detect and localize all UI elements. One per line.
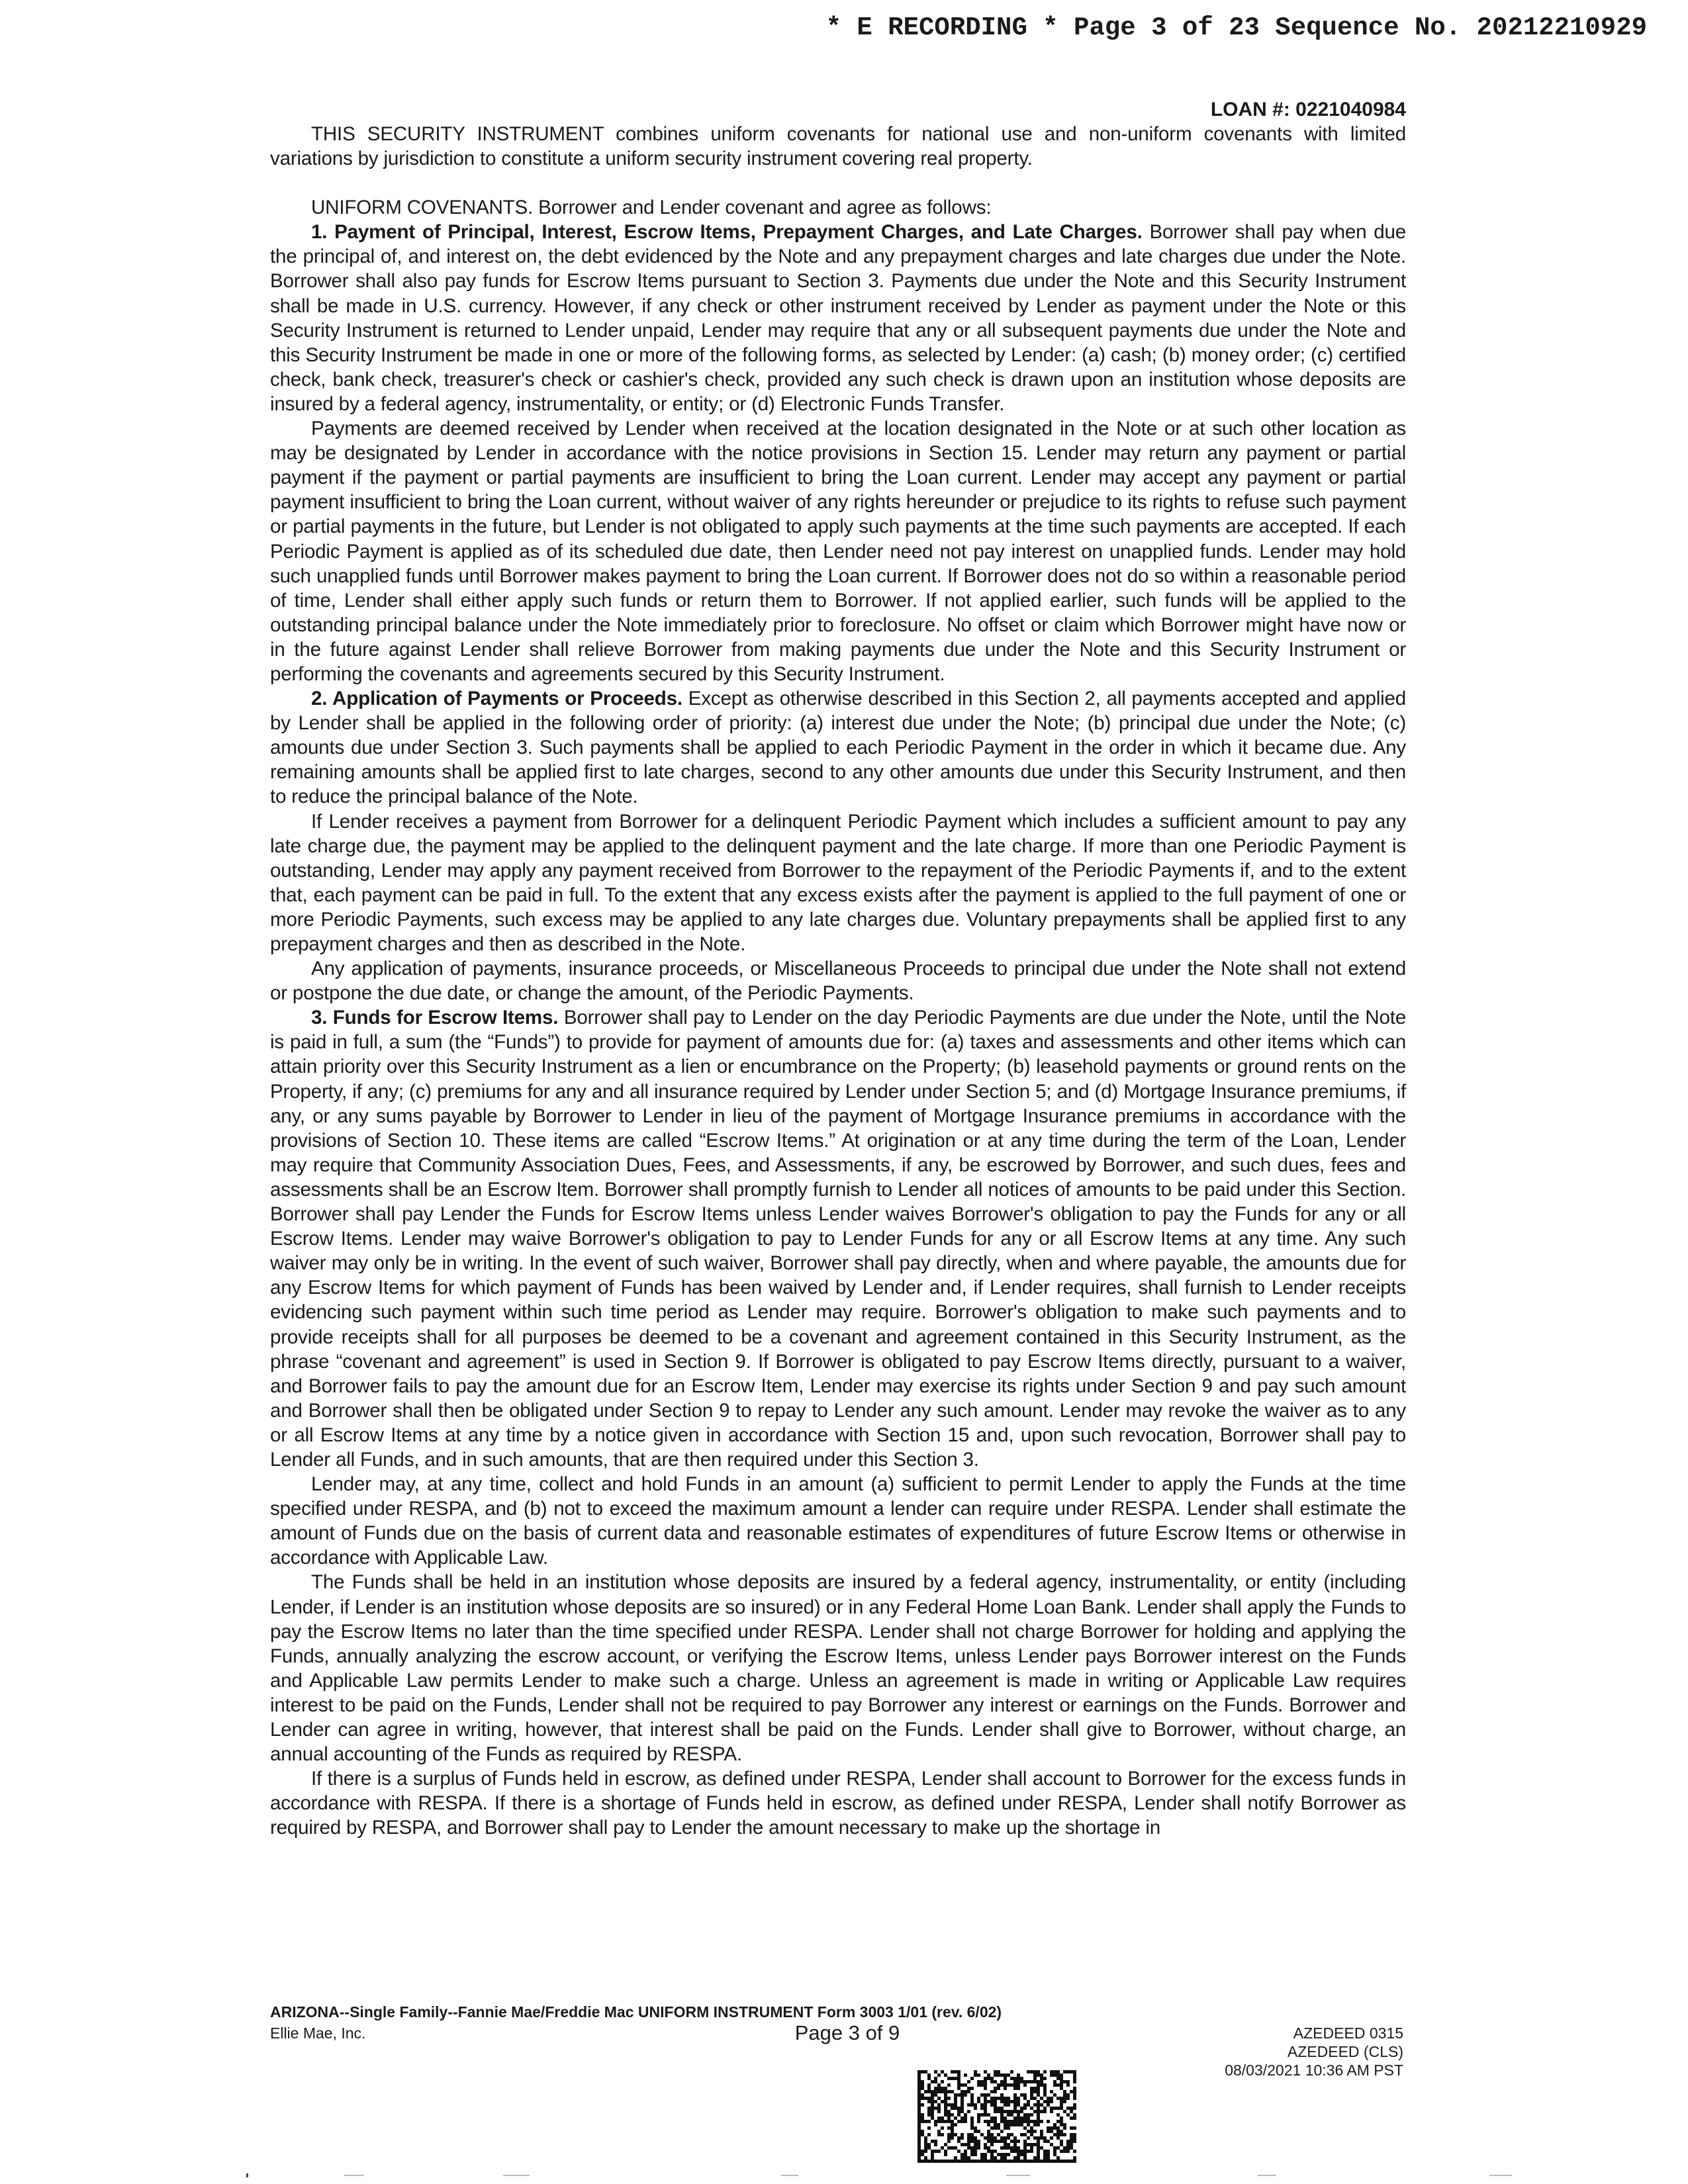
footer-codes — [1225, 2024, 1403, 2079]
section-1-paragraph — [270, 220, 1406, 416]
form-code: AZEDEED 0315 — [1293, 2025, 1403, 2042]
print-timestamp: 08/03/2021 10:36 AM PST — [1225, 2062, 1403, 2079]
loan-number: LOAN #: 0221040984 — [1210, 99, 1406, 120]
section-3-paragraph — [270, 1005, 1406, 1472]
section-2-text: Except as otherwise described in this Section 2, all payments accepted and applied by Lender shall be applied in the following order of priority: (a) interest due under the Note; (b) principal due under the Note; (c) amounts due under Section 3. Such payments shall be applied to each Periodic Payment in the order in which it became due. Any remaining amounts shall be applied first to late charges, second to any other amounts due under this Security Instrument, and then to reduce the principal balance of the Note. — [270, 688, 1406, 808]
footer-form-line: ARIZONA--Single Family--Fannie Mae/Freddie Mac UNIFORM INSTRUMENT Form 3003 1/01 (rev. 6/02) — [270, 2003, 1002, 2021]
section-2-paragraph-2: If Lender receives a payment from Borrower for a delinquent Periodic Payment which includes a sufficient amount to pay any late charge due, the payment may be applied to the delinquent payment and the late charge. If more than one Periodic Payment is outstanding, Lender may apply any payment received from Borrower to the repayment of the Periodic Payments if, and to the extent that, each payment can be paid in full. To the extent that any excess exists after the payment is applied to the full payment of one or more Periodic Payments, such excess may be applied to any late charges due. Voluntary prepayments shall be applied first to any prepayment charges and then as described in the Note. — [270, 810, 1406, 955]
section-3-paragraph-4: If there is a surplus of Funds held in escrow, as defined under RESPA, Lender shall account to Borrower for the excess funds in accordance with RESPA. If there is a shortage of Funds held in escrow, as defined under RESPA, Lender shall notify Borrower as required by RESPA, and Borrower shall pay to Lender the amount necessary to make up the shortage in — [270, 1768, 1406, 1839]
document-body — [270, 122, 1406, 1840]
section-3-text: Borrower shall pay to Lender on the day Periodic Payments are due under the Note, until the Note is paid in full, a sum (the “Funds”) to provide for payment of amounts due for: (a) taxes and assessments and other items which can attain priority over this Security Instrument as a lien or encumbrance on the Property; (b) leasehold payments or ground rents on the Property, if any; (c) premiums for any and all insurance required by Lender under Section 5; and (d) Mortgage Insurance premiums, if any, or any sums payable by Borrower to Lender in lieu of the payment of Mortgage Insurance premiums in accordance with the provisions of Section 10. These items are called “Escrow Items.” At origination or at any time during the term of the Loan, Lender may require that Community Association Dues, Fees, and Assessments, if any, be escrowed by Borrower, and such dues, fees and assessments shall be an Escrow Item. Borrower shall promptly furnish to Lender all notices of amounts to be paid under this Section. Borrower shall pay Lender the Funds for Escrow Items unless Lender waives Borrower's obligation to pay the Funds for any or all Escrow Items. Lender may waive Borrower's obligation to pay to Lender Funds for any or all Escrow Items at any time. Any such waiver may only be in writing. In the event of such waiver, Borrower shall pay directly, when and where payable, the amounts due for any Escrow Items for which payment of Funds has been waived by Lender and, if Lender requires, shall furnish to Lender receipts evidencing such payment within such time period as Lender may require. Borrower's obligation to make such payments and to provide receipts shall for all purposes be deemed to be a covenant and agreement contained in this Security Instrument, as the phrase “covenant and agreement” is used in Section 9. If Borrower is obligated to pay Escrow Items directly, pursuant to a waiver, and Borrower fails to pay the amount due for an Escrow Item, Lender may exercise its rights under Section 9 and pay such amount and Borrower shall then be obligated under Section 9 to repay to Lender any such amount. Lender may revoke the waiver as to any or all Escrow Items at any time by a notice given in accordance with Section 15 and, upon such revocation, Borrower shall pay to Lender all Funds, and in such amounts, that are then required under this Section 3. — [270, 1007, 1406, 1471]
section-2-paragraph — [270, 686, 1406, 809]
page-number: Page 3 of 9 — [794, 2021, 900, 2044]
section-1-paragraph-2: Payments are deemed received by Lender when received at the location designated in the Note or at such other location as may be designated by Lender in accordance with the notice provisions in Section 15. Lender may return any payment or partial payment if the payment or partial payments are insufficient to bring the Loan current. Lender may accept any payment or partial payment insufficient to bring the Loan current, without waiver of any rights hereunder or prejudice to its rights to refuse such payment or partial payments in the future, but Lender is not obligated to apply such payments at the time such payments are accepted. If each Periodic Payment is applied as of its scheduled due date, then Lender need not pay interest on unapplied funds. Lender may hold such unapplied funds until Borrower makes payment to bring the Loan current. If Borrower does not do so within a reasonable period of time, Lender shall either apply such funds or return them to Borrower. If not applied earlier, such funds will be applied to the outstanding principal balance under the Note immediately prior to foreclosure. No offset or claim which Borrower might have now or in the future against Lender shall relieve Borrower from making payments due under the Note and this Security Instrument or performing the covenants and agreements secured by this Security Instrument. — [270, 418, 1406, 685]
footer-company: Ellie Mae, Inc. — [270, 2025, 366, 2042]
section-3-paragraph-3: The Funds shall be held in an institution whose deposits are insured by a federal agency, instrumentality, or entity (including Lender, if Lender is an institution whose deposits are so insured) or in any Federal Home Loan Bank. Lender shall apply the Funds to pay the Escrow Items no later than the time specified under RESPA. Lender shall not charge Borrower for holding and applying the Funds, annually analyzing the escrow account, or verifying the Escrow Items, unless Lender pays Borrower interest on the Funds and Applicable Law permits Lender to make such a charge. Unless an agreement is made in writing or Applicable Law requires interest to be paid on the Funds, Lender shall not be required to pay Borrower any interest or earnings on the Funds. Borrower and Lender can agree in writing, however, that interest shall be paid on the Funds. Lender shall give to Borrower, without charge, an annual accounting of the Funds as required by RESPA. — [270, 1571, 1406, 1766]
section-3-paragraph-2: Lender may, at any time, collect and hold Funds in an amount (a) sufficient to permit Lender to apply the Funds at the time specified under RESPA, and (b) not to exceed the maximum amount a lender can require under RESPA. Lender shall estimate the amount of Funds due on the basis of current data and reasonable estimates of expenditures of future Escrow Items or otherwise in accordance with Applicable Law. — [270, 1473, 1406, 1569]
form-code-cls: AZEDEED (CLS) — [1287, 2043, 1403, 2060]
section-2-paragraph-3: Any application of payments, insurance proceeds, or Miscellaneous Proceeds to principal due under the Note shall not extend or postpone the due date, or change the amount, of the Periodic Payments. — [270, 958, 1406, 1005]
section-1-text: Borrower shall pay when due the principal of, and interest on, the debt evidenced by the Note and any prepayment charges and late charges due under the Note. Borrower shall also pay funds for Escrow Items pursuant to Section 3. Payments due under the Note and this Security Instrument shall be made in U.S. currency. However, if any check or other instrument received by Lender as payment under the Note or this Security Instrument is returned to Lender unpaid, Lender may require that any or all subsequent payments due under the Note and this Security Instrument be made in one or more of the following forms, as selected by Lender: (a) cash; (b) money order; (c) certified check, bank check, treasurer's check or cashier's check, provided any such check is drawn upon an institution whose deposits are insured by a federal agency, instrumentality, or entity; or (d) Electronic Funds Transfer. — [270, 221, 1407, 415]
section-2-heading: 2. Application of Payments or Proceeds. — [311, 688, 682, 710]
barcode-icon — [917, 2070, 1076, 2163]
section-3-heading: 3. Funds for Escrow Items. — [311, 1007, 559, 1029]
section-1-heading: 1. Payment of Principal, Interest, Escrow Items, Prepayment Charges, and Late Charges. — [311, 221, 1143, 244]
recording-stamp: * E RECORDING * Page 3 of 23 Sequence No. 20212210929 — [825, 13, 1647, 42]
uniform-covenants-paragraph: UNIFORM COVENANTS. Borrower and Lender covenant and agree as follows: — [311, 197, 992, 219]
scan-edge-marks — [0, 2173, 1688, 2177]
intro-paragraph: THIS SECURITY INSTRUMENT combines uniform covenants for national use and non-uniform covenants with limited variations by jurisdiction to constitute a uniform security instrument covering real property. — [270, 123, 1406, 170]
